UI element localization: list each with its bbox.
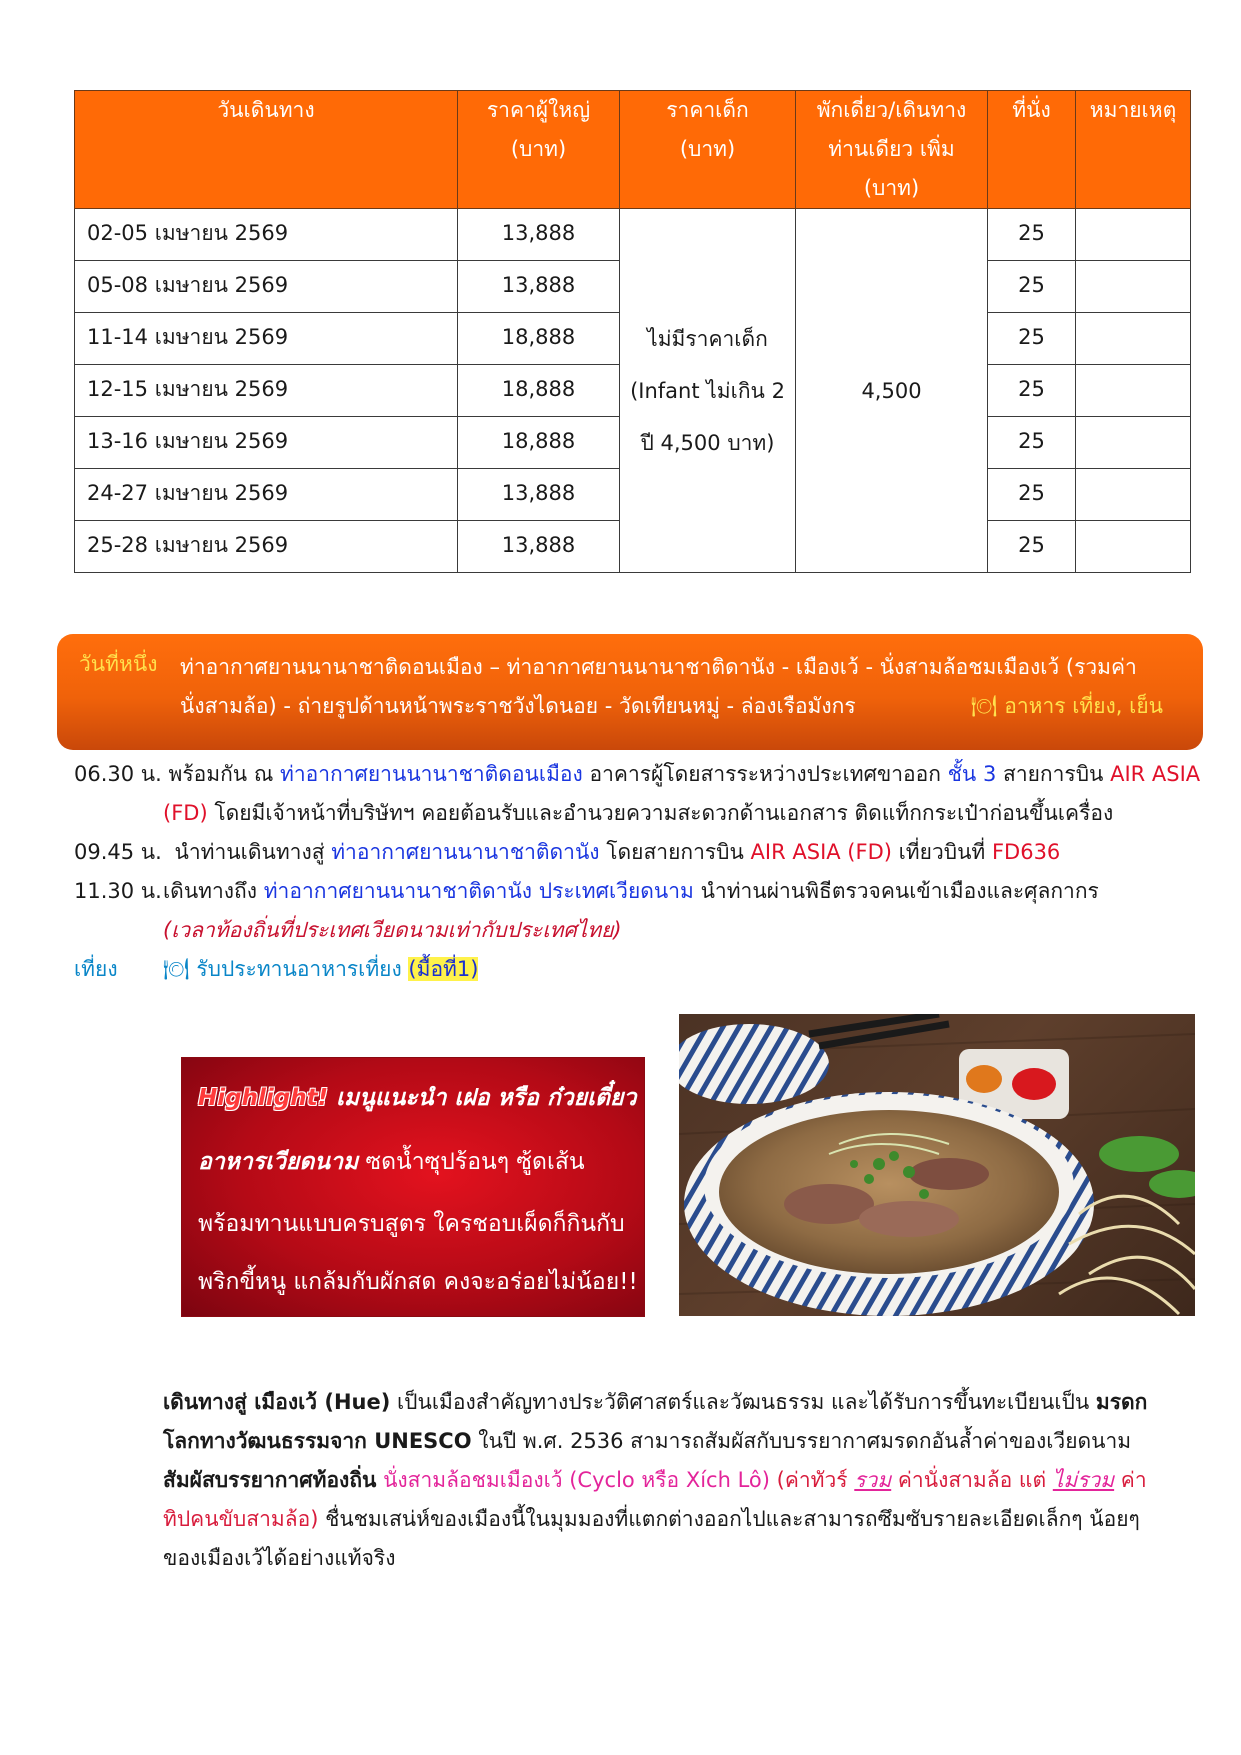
day-one-banner [57, 634, 1203, 750]
adult-price-cell: 13,888 [458, 469, 620, 521]
hue-description [163, 1383, 1163, 1578]
don-mueang-airport: ท่าอากาศยานนานาชาติดอนเมือง [280, 762, 583, 786]
seats-cell: 25 [988, 365, 1076, 417]
lunch-text: 🍽 รับประทานอาหารเที่ยง [163, 957, 409, 981]
note-cell [1076, 209, 1191, 261]
itinerary-line-1130-text [163, 872, 1099, 911]
para-bold: สัมผัสบรรยากาศท้องถิ่น [163, 1468, 377, 1492]
adult-price-cell: 13,888 [458, 209, 620, 261]
itinerary-text: อาคารผู้โดยสารระหว่างประเทศขาออก [582, 762, 948, 786]
highlight-word: Highlight! [198, 1085, 329, 1111]
itinerary-text: เดินทางถึง [163, 879, 264, 903]
seats-cell: 25 [988, 313, 1076, 365]
highlight-box [182, 1058, 644, 1316]
lunch-line [163, 950, 478, 989]
child-price-cell: ไม่มีราคาเด็ก (Infant ไม่เกิน 2 ปี 4,500 บาท) [620, 209, 796, 573]
para-text: เป็นเมืองสำคัญทางประวัติศาสตร์และวัฒนธรรม และได้รับการขึ้นทะเบียนเป็น [390, 1390, 1096, 1414]
danang-airport-vietnam: ท่าอากาศยานนานาชาติดานัง ประเทศเวียดนาม [263, 879, 694, 903]
header-adult-price: ราคาผู้ใหญ่ (บาท) [458, 91, 620, 209]
local-time-note: (เวลาท้องถิ่นที่ประเทศเวียดนามเท่ากับประเทศไทย) [163, 918, 622, 942]
header-seats: ที่นั่ง [988, 91, 1076, 209]
route-line-2: นั่งสามล้อ) - ถ่ายรูปด้านหน้าพระราชวังไดนอย - วัดเทียนหมู่ - ล่องเรือมังกร [180, 694, 856, 718]
route-line-1: ท่าอากาศยานนานาชาติดอนเมือง – ท่าอากาศยานนานาชาติดานัง - เมืองเว้ - นั่งสามล้อชมเมืองเว้ (รวมค่า [180, 655, 1137, 679]
time-label: 06.30 น. [74, 762, 162, 786]
highlight-text: เมนูแนะนำ เฝอ หรือ ก๋วยเตี๋ยว [328, 1085, 637, 1111]
highlight-line-3: พร้อมทานแบบครบสูตร ใครชอบเผ็ดก็กินกับ [198, 1211, 625, 1237]
note-cell [1076, 469, 1191, 521]
itinerary-text: เที่ยวบินที่ [891, 840, 992, 864]
day-label: วันที่หนึ่ง [79, 652, 158, 676]
date-cell: 25-28 เมษายน 2569 [75, 521, 458, 573]
date-cell: 02-05 เมษายน 2569 [75, 209, 458, 261]
meals-label: 🍽 อาหาร เที่ยง, เย็น [970, 694, 1163, 718]
pho-bowl-illustration [679, 1014, 1195, 1316]
header-child-price: ราคาเด็ก (บาท) [620, 91, 796, 209]
itinerary-line-0630 [74, 755, 1200, 794]
seats-cell: 25 [988, 209, 1076, 261]
danang-airport: ท่าอากาศยานนานาชาติดานัง [331, 840, 600, 864]
included-word: รวม [854, 1468, 892, 1492]
itinerary-text: นำท่านผ่านพิธีตรวจคนเข้าเมืองและศุลกากร [693, 879, 1099, 903]
not-included-word: ไม่รวม [1052, 1468, 1115, 1492]
airline-name: AIR ASIA (FD) [750, 840, 892, 864]
para-bold: เดินทางสู่ เมืองเว้ (Hue) [163, 1390, 391, 1414]
para-text: ชื่นชมเสน่ห์ของเมืองนี้ในมุมมองที่แตกต่างออกไปและสามารถซึมซับรายละเอียดเล็กๆ น้อยๆ ของเมืองเว้ได้อย่างแท้จริง [163, 1507, 1140, 1570]
floor-label: ชั้น 3 [947, 762, 997, 786]
date-cell: 12-15 เมษายน 2569 [75, 365, 458, 417]
time-label: 09.45 น. [74, 840, 162, 864]
adult-price-cell: 18,888 [458, 365, 620, 417]
note-cell [1076, 521, 1191, 573]
lunch-label: เที่ยง [74, 957, 118, 981]
date-cell: 13-16 เมษายน 2569 [75, 417, 458, 469]
highlight-line-4: พริกขี้หนู แกล้มกับผักสด คงจะอร่อยไม่น้อย!! [198, 1269, 638, 1295]
itinerary-text: โดยสายการบิน [599, 840, 751, 864]
seats-cell: 25 [988, 521, 1076, 573]
price-table [74, 90, 1191, 573]
airline-code: (FD) [163, 801, 208, 825]
itinerary-text: นำท่านเดินทางสู่ [174, 840, 332, 864]
date-cell: 24-27 เมษายน 2569 [75, 469, 458, 521]
meal-number-badge: (มื้อที่1) [408, 957, 479, 981]
note-cell [1076, 313, 1191, 365]
adult-price-cell: 13,888 [458, 261, 620, 313]
itinerary-line-0945 [74, 833, 1060, 872]
highlight-line-1 [198, 1080, 636, 1116]
highlight-text: อาหารเวียดนาม [198, 1149, 359, 1175]
header-single-supplement: พักเดี่ยว/เดินทาง ท่านเดียว เพิ่ม (บาท) [796, 91, 988, 209]
itinerary-text: พร้อมกัน ณ [168, 762, 280, 786]
table-header-row [75, 91, 1191, 209]
header-date: วันเดินทาง [75, 91, 458, 209]
seats-cell: 25 [988, 417, 1076, 469]
header-note: หมายเหตุ [1076, 91, 1191, 209]
adult-price-cell: 13,888 [458, 521, 620, 573]
note-cell [1076, 261, 1191, 313]
time-label: 11.30 น. [74, 879, 162, 903]
itinerary-line-1130 [74, 872, 162, 911]
seats-cell: 25 [988, 261, 1076, 313]
itinerary-line-0630-cont [163, 794, 1113, 833]
cyclo-ride: นั่งสามล้อชมเมืองเว้ (Cyclo หรือ Xích Lô) [376, 1468, 770, 1492]
seats-cell: 25 [988, 469, 1076, 521]
itinerary-text: สายการบิน [996, 762, 1111, 786]
single-supplement-cell: 4,500 [796, 209, 988, 573]
pho-noodle-photo [679, 1014, 1195, 1316]
flight-number: FD636 [991, 840, 1061, 864]
airline-name: AIR ASIA [1110, 762, 1201, 786]
date-cell: 05-08 เมษายน 2569 [75, 261, 458, 313]
note-cell [1076, 365, 1191, 417]
highlight-text: ซดน้ำซุปร้อนๆ ซู้ดเส้น [358, 1149, 585, 1175]
para-text: ในปี พ.ศ. 2536 สามารถสัมผัสกับบรรยากาศมรดกอันล้ำค่าของเวียดนาม [471, 1429, 1132, 1453]
para-bold: มรดกโลกทางวัฒนธรรมจาก UNESCO [163, 1390, 1148, 1453]
para-note: ค่านั่งสามล้อ แต่ [891, 1468, 1053, 1492]
itinerary-text: โดยมีเจ้าหน้าที่บริษัทฯ คอยต้อนรับและอำนวยความสะดวกด้านเอกสาร ติดแท็กกระเป๋าก่อนขึ้นเครื่อง [207, 801, 1114, 825]
table-row [75, 209, 1191, 261]
adult-price-cell: 18,888 [458, 417, 620, 469]
note-cell [1076, 417, 1191, 469]
date-cell: 11-14 เมษายน 2569 [75, 313, 458, 365]
adult-price-cell: 18,888 [458, 313, 620, 365]
para-note: ค่าทิปคนขับสามล้อ) [163, 1468, 1147, 1531]
para-note: (ค่าทัวร์ [769, 1468, 855, 1492]
highlight-line-2 [198, 1144, 585, 1180]
